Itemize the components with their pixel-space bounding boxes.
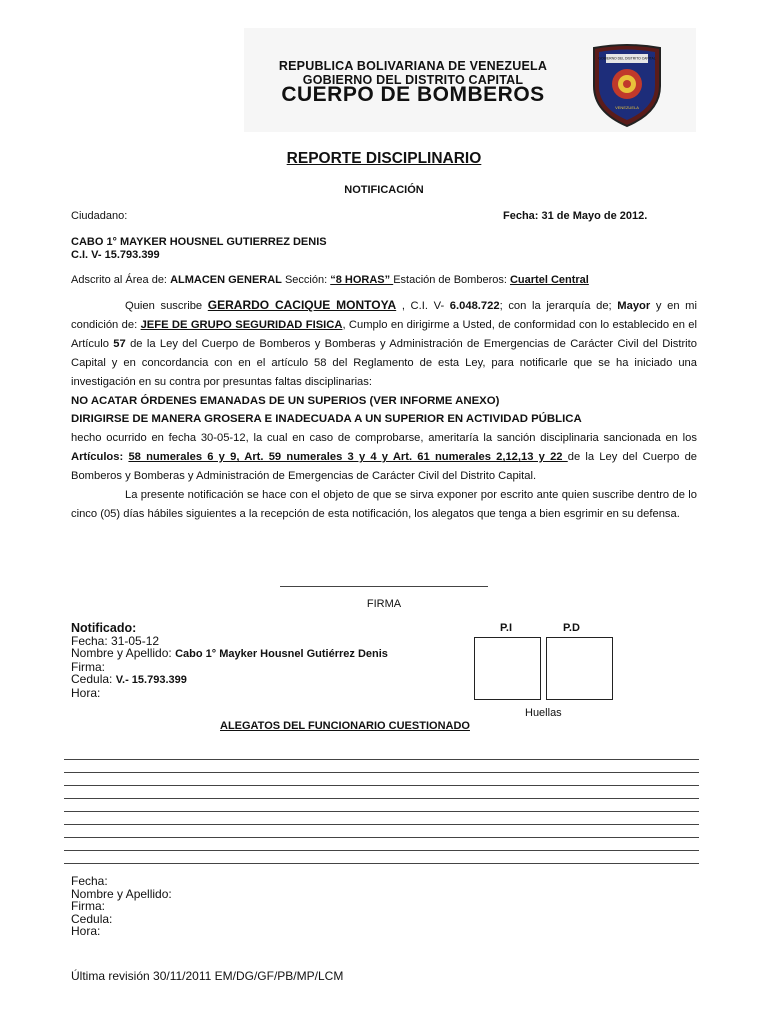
letterhead-line-3: CUERPO DE BOMBEROS (281, 83, 545, 106)
svg-text:VENEZUELA: VENEZUELA (615, 105, 639, 110)
signer-name: GERARDO CACIQUE MONTOYA (207, 298, 397, 312)
writing-line (64, 772, 699, 773)
fault-2: DIRIGIRSE DE MANERA GROSERA E INADECUADA A UN SUPERIOR EN ACTIVIDAD PÚBLICA (71, 413, 582, 426)
body-paragraph-3: La presente notificación se hace con el objeto de que se sirva exponer por escrito ante quien suscribe dentro de lo cinco (05) días hábiles siguientes a la recepción de esta notificación, los alegatos que tenga a bien esgrimir en su defensa. (71, 489, 697, 520)
fire-department-shield-icon (590, 42, 664, 128)
writing-line (64, 759, 699, 760)
document-subtitle: NOTIFICACIÓN (344, 184, 424, 196)
signature-label: FIRMA (366, 598, 402, 610)
document-title: REPORTE DISCIPLINARIO (286, 150, 482, 167)
notified-time: Hora: (71, 685, 101, 700)
official-id-field: Cedula: (71, 911, 113, 926)
writing-line (64, 863, 699, 864)
section-value: “8 HORAS” (330, 274, 394, 286)
official-date-field: Fecha: (71, 874, 108, 888)
ciudadano-label: Ciudadano: (71, 210, 128, 222)
body-paragraph-1: Quien suscribe GERARDO CACIQUE MONTOYA , C.I. V- 6.048.722; con la jerarquía de; Mayor y en mi condición de: JEFE DE GRUPO SEGURIDAD FISICA, Cumplo en dirigirme a Usted, de conformidad con lo establecido en el Artículo 57 de la Ley del Cuerpo de Bomberos y Bomberas y Administración de Emergencias de Carácter Civil del Distrito Capital y en concordancia con en el artículo 58 del Reglamento de esta Ley, para notificarle que se ha iniciado una investigación en su contra por presuntas faltas disciplinarias: (71, 298, 697, 388)
section-label: Sección: (281, 274, 331, 286)
writing-line (64, 785, 699, 786)
recipient-name: CABO 1° MAYKER HOUSNEL GUTIERREZ DENIS (71, 236, 327, 248)
revision-footer: Última revisión 30/11/2011 EM/DG/GF/PB/MP/LCM (71, 969, 344, 983)
notified-signature: Firma: (71, 659, 105, 674)
right-thumb-label: P.D (563, 622, 580, 634)
notified-id: V.- 15.793.399 (115, 674, 187, 687)
left-thumbprint-box[interactable] (474, 637, 541, 700)
recipient-ci: C.I. V- 15.793.399 (71, 249, 160, 261)
signer-ci: 6.048.722 (449, 300, 500, 312)
right-thumbprint-box[interactable] (546, 637, 613, 700)
writing-line (64, 811, 699, 812)
notification-body (71, 296, 697, 524)
signer-rank: Mayor (617, 300, 651, 312)
station-value: Cuartel Central (509, 274, 589, 286)
fingerprints-label: Huellas (525, 707, 562, 719)
letterhead-line-1: REPUBLICA BOLIVARIANA DE VENEZUELA (278, 59, 548, 73)
assignment-prefix: Adscrito al Área de: (71, 274, 171, 286)
assignment-line (71, 274, 589, 286)
writing-line (64, 850, 699, 851)
official-time-field: Hora: (71, 924, 101, 939)
letterhead-line-2: GOBIERNO DEL DISTRITO CAPITAL (302, 73, 524, 87)
svg-text:GOBIERNO DEL DISTRITO CAPITAL: GOBIERNO DEL DISTRITO CAPITAL (598, 56, 656, 61)
left-thumb-label: P.I (500, 622, 513, 634)
assignment-area: ALMACEN GENERAL (170, 274, 282, 286)
notified-block (71, 622, 388, 700)
signature-line (280, 586, 488, 587)
official-name-field: Nombre y Apellido: (71, 886, 172, 901)
date-line (503, 210, 647, 222)
body-paragraph-2: hecho ocurrido en fecha 30-05-12, la cual en caso de comprobarse, ameritaría la sanción disciplinaria sancionada en los Artículos: 58 numerales 6 y 9, Art. 59 numerales 3 y 4 y Art. 61 numerales 2,12,13 y 22 de la Ley del Cuerpo de Bomberos y Bomberas y Administración de Emergencias de Carácter Civil del Distrito Capital. (71, 432, 698, 483)
fault-1: NO ACATAR ÓRDENES EMANADAS DE UN SUPERIOS (VER INFORME ANEXO) (71, 394, 500, 407)
writing-line (64, 798, 699, 799)
defense-statements-title: ALEGATOS DEL FUNCIONARIO CUESTIONADO (220, 720, 470, 732)
notified-name-line: Nombre y Apellido: Cabo 1° Mayker Housnel Gutiérrez Denis (71, 646, 388, 661)
notified-heading: Notificado: (71, 621, 137, 635)
official-signature-field: Firma: (71, 899, 105, 914)
articles-label: Artículos: (71, 451, 124, 464)
writing-line (64, 837, 699, 838)
date-label: Fecha (503, 210, 535, 222)
writing-line (64, 824, 699, 825)
notified-id-line: Cedula: V.- 15.793.399 (71, 672, 187, 687)
articles-value: 58 numerales 6 y 9, Art. 59 numerales 3 y 4 y Art. 61 numerales 2,12,13 y 22 (128, 451, 568, 464)
letterhead (244, 28, 696, 132)
station-label: Estación de Bomberos: (393, 274, 510, 286)
notified-name: Cabo 1° Mayker Housnel Gutiérrez Denis (175, 648, 388, 661)
article-number: 57 (113, 337, 126, 350)
signer-role: JEFE DE GRUPO SEGURIDAD FISICA (140, 318, 343, 331)
notified-date: Fecha: 31-05-12 (71, 633, 160, 648)
date-value: : 31 de Mayo de 2012. (534, 210, 648, 222)
official-fields (71, 875, 172, 938)
